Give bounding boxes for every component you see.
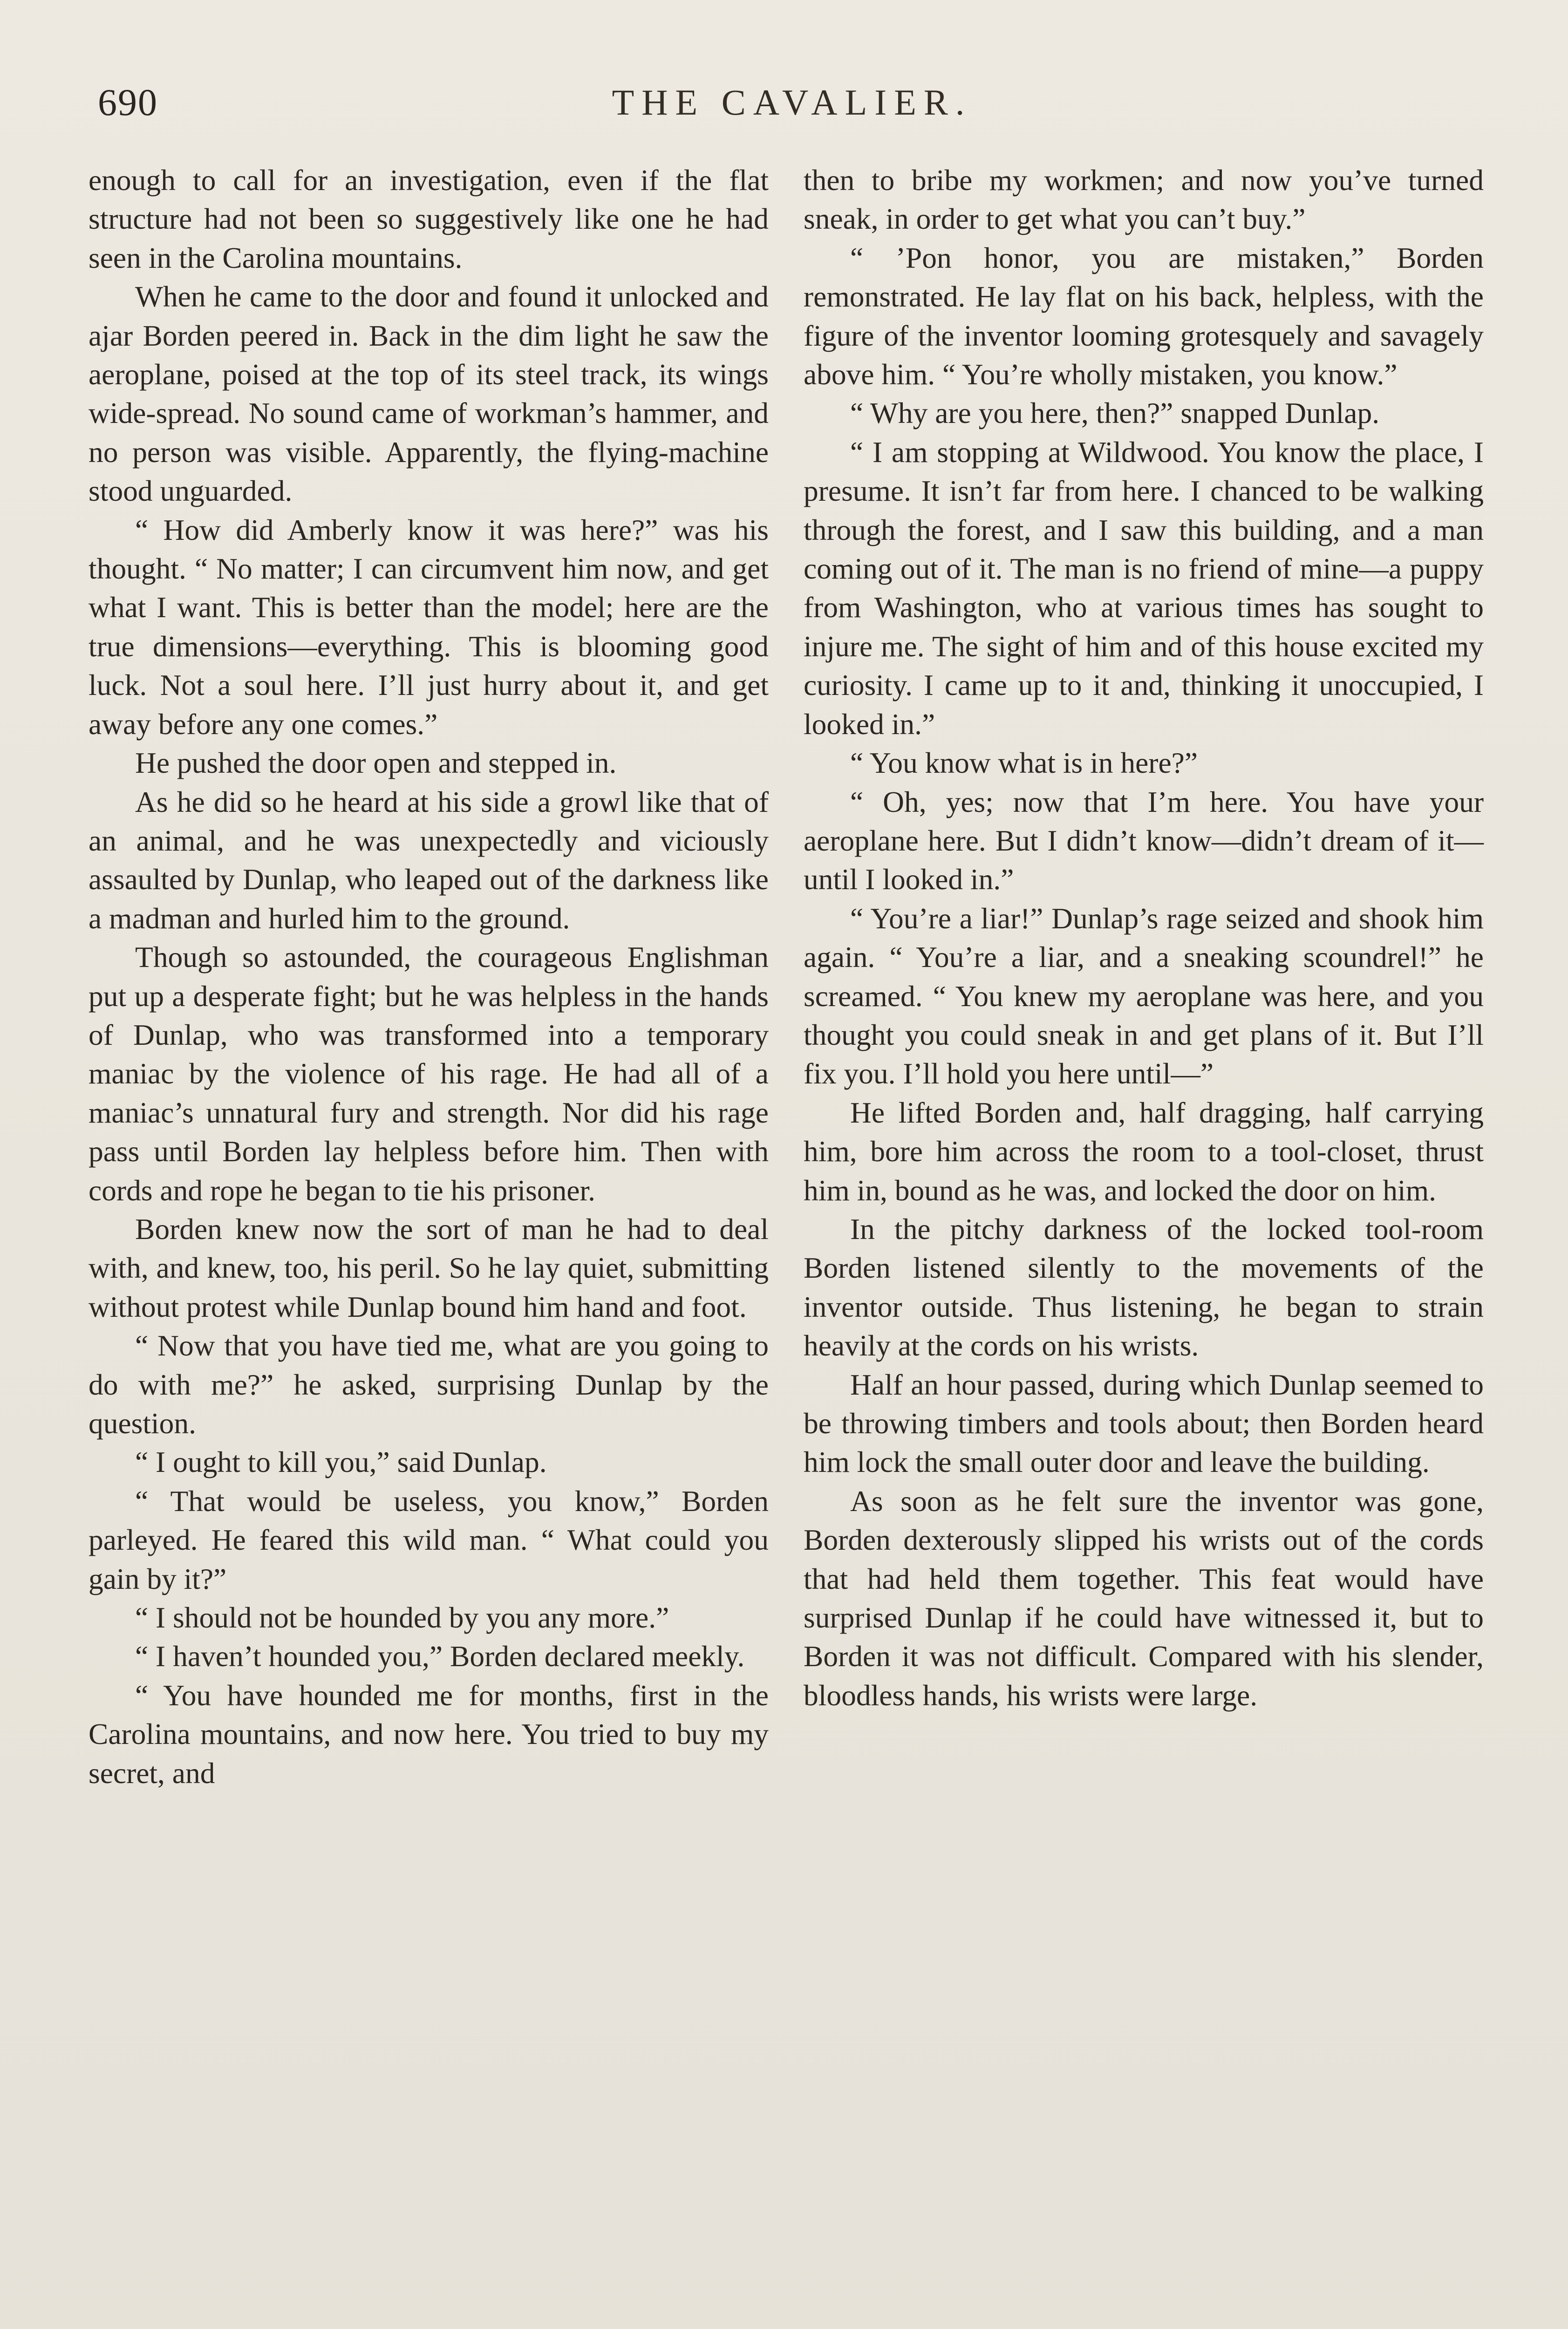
- paragraph: “ Now that you have tied me, what are you going to do with me?” he asked, surprising Dunlap by the question.: [89, 1329, 769, 1440]
- right-column: [804, 161, 1484, 1715]
- left-column: [89, 161, 769, 1792]
- page-number: 690: [98, 81, 158, 123]
- paragraph: When he came to the door and found it unlocked and ajar Borden peered in. Back in the dim light he saw the aeroplane, poised at the top of its steel track, its wings wide-spread. No sound came of workman’s hammer, and no person was visible. Apparently, the flying-machine stood unguarded.: [89, 280, 769, 508]
- paragraph: “ Oh, yes; now that I’m here. You have your aeroplane here. But I didn’t know—didn’t dream of it—until I looked in.”: [804, 785, 1484, 896]
- paragraph: “ You know what is in here?”: [850, 746, 1198, 780]
- paragraph: “ Why are you here, then?” snapped Dunlap.: [850, 396, 1380, 430]
- page-header: [84, 79, 1481, 130]
- paragraph: Half an hour passed, during which Dunlap seemed to be throwing timbers and tools about; then Borden heard him lock the small outer door and leave the building.: [804, 1368, 1484, 1479]
- paragraph: “ How did Amberly know it was here?” was his thought. “ No matter; I can circumvent him now, and get what I want. This is better than the model; here are the true dimensions—everything. This is blooming good luck. Not a soul here. I’ll just hurry about it, and get away before any one comes.”: [89, 513, 769, 741]
- paragraph: As soon as he felt sure the inventor was gone, Borden dexterously slipped his wrists out of the cords that had held them together. This feat would have surprised Dunlap if he could have witnessed it, but to Borden it was not difficult. Compared with his slender, bloodless hands, his wrists were large.: [804, 1484, 1484, 1712]
- paragraph: In the pitchy darkness of the locked tool-room Borden listened silently to the movements of the inventor outside. Thus listening, he began to strain heavily at the cords on his wrists.: [804, 1212, 1484, 1362]
- paragraph: “ You have hounded me for months, first in the Carolina mountains, and now here. You tried to buy my secret, and: [89, 1678, 769, 1790]
- running-title: THE CAVALIER.: [612, 82, 972, 123]
- paragraph: “ I haven’t hounded you,” Borden declared meekly.: [135, 1640, 745, 1673]
- paragraph: He pushed the door open and stepped in.: [135, 746, 617, 780]
- paragraph: He lifted Borden and, half dragging, half carrying him, bore him across the room to a tool-closet, thrust him in, bound as he was, and locked the door on him.: [804, 1096, 1484, 1207]
- paragraph: enough to call for an investigation, even if the flat structure had not been so suggestively like one he had seen in the Carolina mountains.: [89, 163, 769, 274]
- paragraph: then to bribe my workmen; and now you’ve turned sneak, in order to get what you can’t buy.”: [804, 163, 1484, 236]
- paragraph: As he did so he heard at his side a growl like that of an animal, and he was unexpectedly and viciously assaulted by Dunlap, who leaped out of the darkness like a madman and hurled him to the ground.: [89, 785, 769, 935]
- paragraph: “ I ought to kill you,” said Dunlap.: [135, 1445, 547, 1479]
- paragraph: “ That would be useless, you know,” Borden parleyed. He feared this wild man. “ What could you gain by it?”: [89, 1484, 769, 1595]
- paragraph: “ I am stopping at Wildwood. You know the place, I presume. It isn’t far from here. I chanced to be walking through the forest, and I saw this building, and a man coming out of it. The man is no friend of mine—a puppy from Washington, who at various times has sought to injure me. The sight of him and of this house excited my curiosity. I came up to it and, thinking it unoccupied, I looked in.”: [804, 435, 1484, 741]
- paragraph: Though so astounded, the courageous Englishman put up a desperate fight; but he was helpless in the hands of Dunlap, who was transformed into a temporary maniac by the violence of his rage. He had all of a maniac’s unnatural fury and strength. Nor did his rage pass until Borden lay helpless before him. Then with cords and rope he began to tie his prisoner.: [89, 940, 769, 1207]
- paragraph: Borden knew now the sort of man he had to deal with, and knew, too, his peril. So he lay quiet, submitting without protest while Dunlap bound him hand and foot.: [89, 1212, 769, 1323]
- paragraph: “ ’Pon honor, you are mistaken,” Borden remonstrated. He lay flat on his back, helpless, with the figure of the inventor looming grotesquely and savagely above him. “ You’re wholly mistaken, you know.”: [804, 241, 1484, 391]
- paragraph: “ I should not be hounded by you any more.”: [135, 1601, 669, 1634]
- paragraph: “ You’re a liar!” Dunlap’s rage seized and shook him again. “ You’re a liar, and a sneaking scoundrel!” he screamed. “ You knew my aeroplane was here, and you thought you could sneak in and get plans of it. But I’ll fix you. I’ll hold you here until—”: [804, 901, 1484, 1090]
